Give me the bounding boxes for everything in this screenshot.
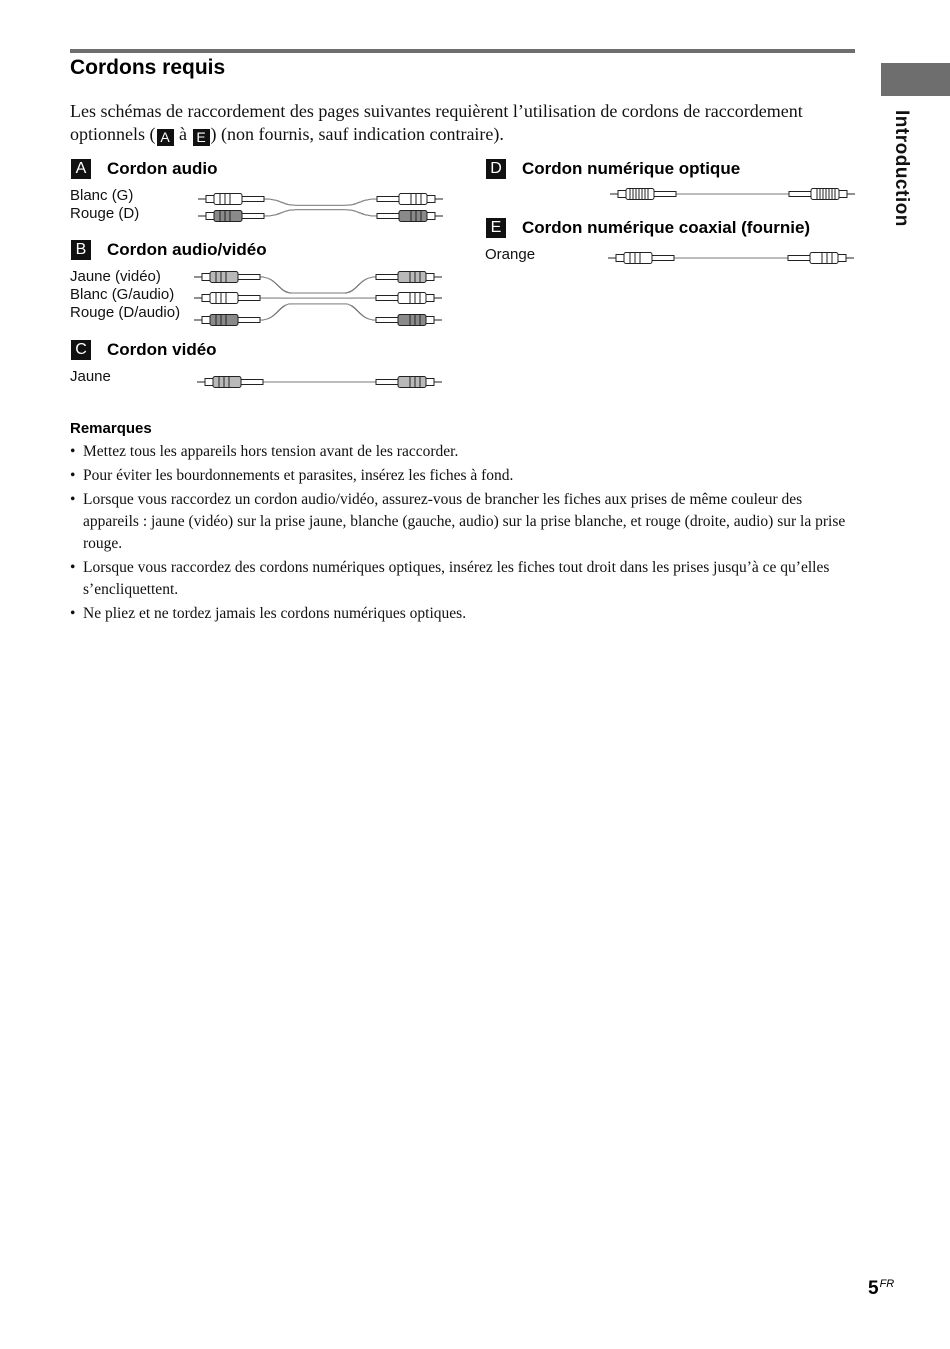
plug-tip-icon bbox=[202, 295, 210, 302]
plug-tip-icon bbox=[839, 191, 847, 198]
plug-icon bbox=[194, 315, 260, 326]
section-title: Cordon audio/vidéo bbox=[107, 240, 267, 259]
plug-body-icon bbox=[210, 272, 238, 283]
plug-icon bbox=[377, 211, 443, 222]
optical-cable-illustration bbox=[610, 183, 855, 205]
section-heading bbox=[70, 240, 267, 260]
badge-a-icon: A bbox=[71, 159, 91, 179]
plug-body-icon bbox=[810, 253, 838, 264]
plug-tip-icon bbox=[202, 317, 210, 324]
badge-c-icon: C bbox=[71, 340, 91, 360]
plug-sleeve-icon bbox=[376, 318, 398, 323]
plug-body-icon bbox=[398, 377, 426, 388]
plug-body-icon bbox=[214, 211, 242, 222]
plug-tip-icon bbox=[202, 274, 210, 281]
plug-icon bbox=[376, 272, 442, 283]
plug-tip-icon bbox=[838, 255, 846, 262]
cable-wire-highlight-icon bbox=[264, 210, 377, 216]
plug-icon bbox=[788, 253, 854, 264]
plug-sleeve-icon bbox=[238, 318, 260, 323]
intro-text-end: ) (non fournis, sauf indication contraire). bbox=[210, 124, 504, 144]
plug-body-icon bbox=[213, 377, 241, 388]
plug-sleeve-icon bbox=[788, 256, 810, 261]
plug-sleeve-icon bbox=[377, 214, 399, 219]
label-yellow-video: Jaune (vidéo) bbox=[70, 268, 161, 285]
plug-tip-icon bbox=[427, 196, 435, 203]
plug-sleeve-icon bbox=[654, 192, 676, 197]
plug-body-icon bbox=[214, 194, 242, 205]
plug-body-icon bbox=[398, 315, 426, 326]
plug-sleeve-icon bbox=[789, 192, 811, 197]
note-item: • Lorsque vous raccordez un cordon audio/vidéo, assurez-vous de brancher les fiches aux prises de même couleur des appareils : jaune (vidéo) sur la prise jaune, blanche (gauche, audio) sur la prise blanche, et rouge (droite, audio) sur la prise rouge. bbox=[70, 489, 860, 555]
badge-a-icon: A bbox=[157, 129, 174, 146]
section-audio-cable bbox=[70, 159, 217, 179]
badge-d-icon: D bbox=[486, 159, 506, 179]
section-video-cable bbox=[70, 340, 217, 360]
intro-text-start: Les schémas de raccordement des pages suivantes requièrent l’utilisation de cordons de raccordement optionnels ( bbox=[70, 101, 803, 144]
section-optical-cable bbox=[485, 159, 740, 179]
plug-sleeve-icon bbox=[376, 275, 398, 280]
plug-sleeve-icon bbox=[376, 296, 398, 301]
plug-icon bbox=[376, 293, 442, 304]
section-title: Cordon numérique optique bbox=[522, 159, 741, 178]
section-title: Cordon vidéo bbox=[107, 340, 217, 359]
plug-body-icon bbox=[398, 272, 426, 283]
section-heading bbox=[485, 159, 740, 179]
coaxial-cable-illustration bbox=[608, 247, 854, 269]
page-number bbox=[868, 1278, 894, 1300]
plug-sleeve-icon bbox=[242, 214, 264, 219]
plug-icon bbox=[608, 253, 674, 264]
plug-sleeve-icon bbox=[376, 380, 398, 385]
notes-list bbox=[70, 441, 860, 627]
plug-tip-icon bbox=[206, 213, 214, 220]
label-red-right: Rouge (D) bbox=[70, 205, 140, 222]
plug-icon bbox=[197, 377, 263, 388]
cable-wire-highlight-icon bbox=[260, 277, 376, 293]
notes-heading: Remarques bbox=[70, 420, 152, 437]
page-number-value: 5 bbox=[868, 1278, 879, 1299]
note-item: • Mettez tous les appareils hors tension avant de les raccorder. bbox=[70, 441, 860, 463]
plug-sleeve-icon bbox=[238, 296, 260, 301]
plug-sleeve-icon bbox=[377, 197, 399, 202]
note-item: • Ne pliez et ne tordez jamais les cordons numériques optiques. bbox=[70, 603, 860, 625]
badge-e-icon: E bbox=[486, 218, 506, 238]
plug-tip-icon bbox=[426, 379, 434, 386]
plug-icon bbox=[376, 315, 442, 326]
plug-body-icon bbox=[624, 253, 652, 264]
plug-body-icon bbox=[210, 315, 238, 326]
plug-sleeve-icon bbox=[241, 380, 263, 385]
plug-tip-icon bbox=[206, 196, 214, 203]
plug-icon bbox=[376, 377, 442, 388]
label-orange: Orange bbox=[485, 246, 536, 263]
plug-sleeve-icon bbox=[238, 275, 260, 280]
plug-tip-icon bbox=[426, 295, 434, 302]
plug-tip-icon bbox=[616, 255, 624, 262]
plug-body-icon bbox=[398, 293, 426, 304]
plug-body-icon bbox=[399, 211, 427, 222]
section-title: Cordon numérique coaxial (fournie) bbox=[522, 218, 811, 237]
video-cable-illustration bbox=[197, 371, 442, 393]
plug-icon bbox=[198, 211, 264, 222]
section-av-cable bbox=[70, 240, 267, 260]
plug-icon bbox=[194, 272, 260, 283]
section-tab-marker bbox=[881, 63, 950, 96]
plug-tip-icon bbox=[426, 317, 434, 324]
plug-body-icon bbox=[210, 293, 238, 304]
page-language-suffix: FR bbox=[879, 1278, 895, 1290]
plug-sleeve-icon bbox=[242, 197, 264, 202]
plug-tip-icon bbox=[426, 274, 434, 281]
page-title: Cordons requis bbox=[70, 56, 226, 79]
plug-icon bbox=[610, 189, 676, 200]
plug-icon bbox=[194, 293, 260, 304]
intro-paragraph bbox=[70, 100, 860, 146]
label-yellow: Jaune bbox=[70, 368, 111, 385]
plug-tip-icon bbox=[205, 379, 213, 386]
plug-sleeve-icon bbox=[652, 256, 674, 261]
av-cable-illustration bbox=[194, 266, 442, 330]
plug-icon bbox=[789, 189, 855, 200]
cable-wire-highlight-icon bbox=[264, 199, 377, 205]
plug-icon bbox=[198, 194, 264, 205]
section-rule bbox=[70, 49, 855, 53]
section-coaxial-cable bbox=[485, 218, 810, 238]
section-heading bbox=[70, 159, 217, 179]
label-white-left: Blanc (G) bbox=[70, 187, 134, 204]
section-heading bbox=[70, 340, 217, 360]
label-red-audio: Rouge (D/audio) bbox=[70, 304, 181, 321]
note-item: • Pour éviter les bourdonnements et parasites, insérez les fiches à fond. bbox=[70, 465, 860, 487]
plug-tip-icon bbox=[618, 191, 626, 198]
label-white-audio: Blanc (G/audio) bbox=[70, 286, 175, 303]
section-heading bbox=[485, 218, 810, 238]
plug-tip-icon bbox=[427, 213, 435, 220]
plug-body-icon bbox=[399, 194, 427, 205]
badge-b-icon: B bbox=[71, 240, 91, 260]
cable-wire-highlight-icon bbox=[260, 304, 376, 320]
note-item: • Lorsque vous raccordez des cordons numériques optiques, insérez les fiches tout droit dans les prises jusqu’à ce qu’elles s’encliquettent. bbox=[70, 557, 860, 601]
section-tab-label: Introduction bbox=[891, 110, 912, 227]
section-title: Cordon audio bbox=[107, 159, 218, 178]
audio-cable-illustration bbox=[198, 188, 443, 228]
intro-text-between: à bbox=[174, 124, 192, 144]
badge-e-icon: E bbox=[193, 129, 210, 146]
plug-icon bbox=[377, 194, 443, 205]
